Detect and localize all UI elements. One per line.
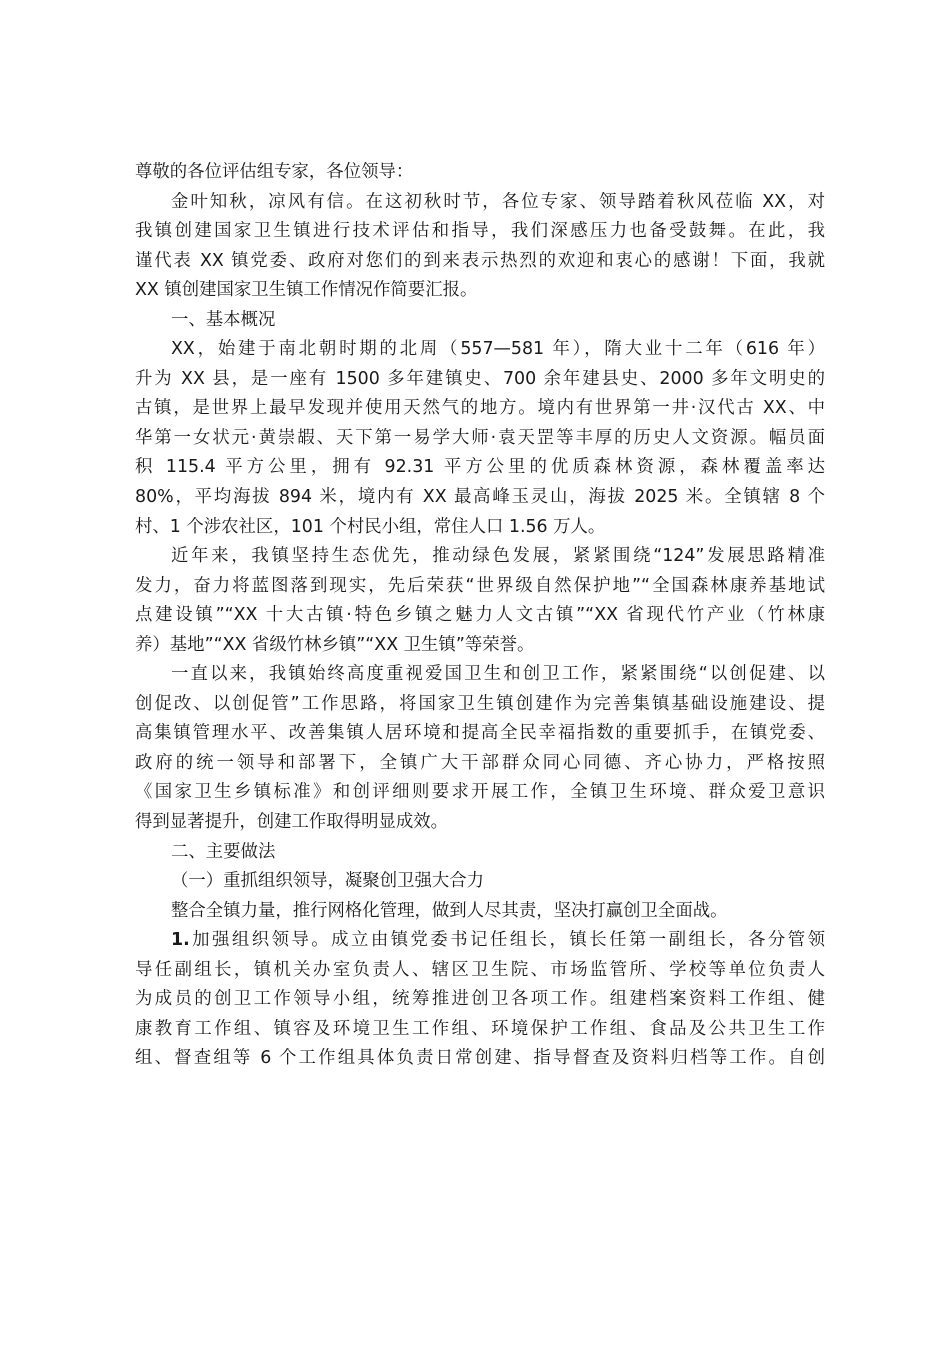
text-line xyxy=(135,660,825,690)
line-text: （一）重抓组织领导，凝聚创卫强大合力 xyxy=(171,871,485,892)
line-text: 组、督查组等 6 个工作组具体负责日常创建、指导督查及资料归档等工作。自创 xyxy=(135,1048,825,1069)
text-line xyxy=(135,808,825,838)
text-line xyxy=(135,719,825,749)
text-line xyxy=(135,424,825,454)
text-line xyxy=(135,1015,825,1045)
line-text: 古镇，是世界上最早发现并使用天然气的地方。境内有世界第一井·汉代古 XX、中 xyxy=(135,398,825,419)
text-line xyxy=(135,276,825,306)
line-text: 创促改、以创促管”工作思路，将国家卫生镇创建作为完善集镇基础设施建设、提 xyxy=(135,693,825,714)
text-line xyxy=(135,513,825,543)
text-line xyxy=(135,1044,825,1074)
item-number: 1. xyxy=(171,930,190,951)
text-line xyxy=(135,158,825,188)
line-text: 谨代表 XX 镇党委、政府对您们的到来表示热烈的欢迎和衷心的感谢！下面，我就 xyxy=(135,250,825,271)
line-text: 发力，奋力将蓝图落到现实，先后荣获“世界级自然保护地”“全国森林康养基地试 xyxy=(135,575,825,596)
text-line xyxy=(135,542,825,572)
line-text: 升为 XX 县，是一座有 1500 多年建镇史、700 余年建县史、2000 多年文明史的 xyxy=(135,368,825,389)
line-text: 整合全镇力量，推行网格化管理，做到人尽其责，坚决打赢创卫全面战。 xyxy=(171,900,728,921)
text-line xyxy=(135,956,825,986)
line-text: 《国家卫生乡镇标准》和创评细则要求开展工作，全镇卫生环境、群众爱卫意识 xyxy=(135,782,825,803)
text-line xyxy=(135,247,825,277)
text-line xyxy=(135,453,825,483)
line-text: 点建设镇”“XX 十大古镇·特色乡镇之魅力人文古镇”“XX 省现代竹产业（竹林康 xyxy=(135,605,825,626)
line-text: 得到显著提升，创建工作取得明显成效。 xyxy=(135,812,449,833)
text-line xyxy=(135,394,825,424)
line-text: 一直以来，我镇始终高度重视爱国卫生和创卫工作，紧紧围绕“以创促建、以 xyxy=(171,664,825,685)
line-text: 我镇创建国家卫生镇进行技术评估和指导，我们深感压力也备受鼓舞。在此，我 xyxy=(135,221,825,242)
line-text: 近年来，我镇坚持生态优先，推动绿色发展，紧紧围绕“124”发展思路精准 xyxy=(171,546,825,567)
line-text: 尊敬的各位评估组专家，各位领导： xyxy=(135,162,414,182)
text-line xyxy=(135,838,825,868)
text-line xyxy=(135,631,825,661)
line-text: 金叶知秋，凉风有信。在这初秋时节，各位专家、领导踏着秋风莅临 XX，对 xyxy=(171,191,825,212)
line-text: 导任副组长，镇机关办室负责人、辖区卫生院、市场监管所、学校等单位负责人 xyxy=(135,959,825,980)
text-line xyxy=(135,483,825,513)
text-line xyxy=(135,926,825,956)
line-text: 村、1 个涉农社区，101 个村民小组，常住人口 1.56 万人。 xyxy=(135,516,606,537)
text-line xyxy=(135,985,825,1015)
line-text: 为成员的创卫工作领导小组，统筹推进创卫各项工作。组建档案资料工作组、健 xyxy=(135,989,825,1010)
text-line xyxy=(135,335,825,365)
line-text: 华第一女状元·黄崇嘏、天下第一易学大师·袁天罡等丰厚的历史人文资源。幅员面 xyxy=(135,427,825,448)
text-line xyxy=(135,690,825,720)
text-line xyxy=(135,188,825,218)
line-text: XX，始建于南北朝时期的北周（557—581 年），隋大业十二年（616 年） xyxy=(171,339,825,360)
line-text: 政府的统一领导和部署下，全镇广大干部群众同心同德、齐心协力，严格按照 xyxy=(135,752,825,773)
text-line xyxy=(135,867,825,897)
text-line xyxy=(135,217,825,247)
line-text: 积 115.4 平方公里，拥有 92.31 平方公里的优质森林资源，森林覆盖率达 xyxy=(135,457,825,478)
text-line xyxy=(135,897,825,927)
line-text: 康教育工作组、镇容及环境卫生工作组、环境保护工作组、食品及公共卫生工作 xyxy=(135,1018,825,1039)
text-line xyxy=(135,778,825,808)
text-line xyxy=(135,365,825,395)
line-text: 一、基本概况 xyxy=(171,309,276,330)
text-line xyxy=(135,572,825,602)
text-line xyxy=(135,306,825,336)
text-line xyxy=(135,749,825,779)
document-body xyxy=(135,158,825,1074)
line-text: 高集镇管理水平、改善集镇人居环境和提高全民幸福指数的重要抓手，在镇党委、 xyxy=(135,723,825,744)
text-line xyxy=(135,601,825,631)
line-text: XX 镇创建国家卫生镇工作情况作简要汇报。 xyxy=(135,280,478,301)
line-text: 加强组织领导。成立由镇党委书记任组长，镇长任第一副组长，各分管领 xyxy=(189,930,825,951)
line-text: 80%，平均海拔 894 米，境内有 XX 最高峰玉灵山，海拔 2025 米。全镇辖 8 个 xyxy=(135,487,825,508)
line-text: 二、主要做法 xyxy=(171,841,276,862)
line-text: 养）基地”“XX 省级竹林乡镇”“XX 卫生镇”等荣誉。 xyxy=(135,634,535,655)
